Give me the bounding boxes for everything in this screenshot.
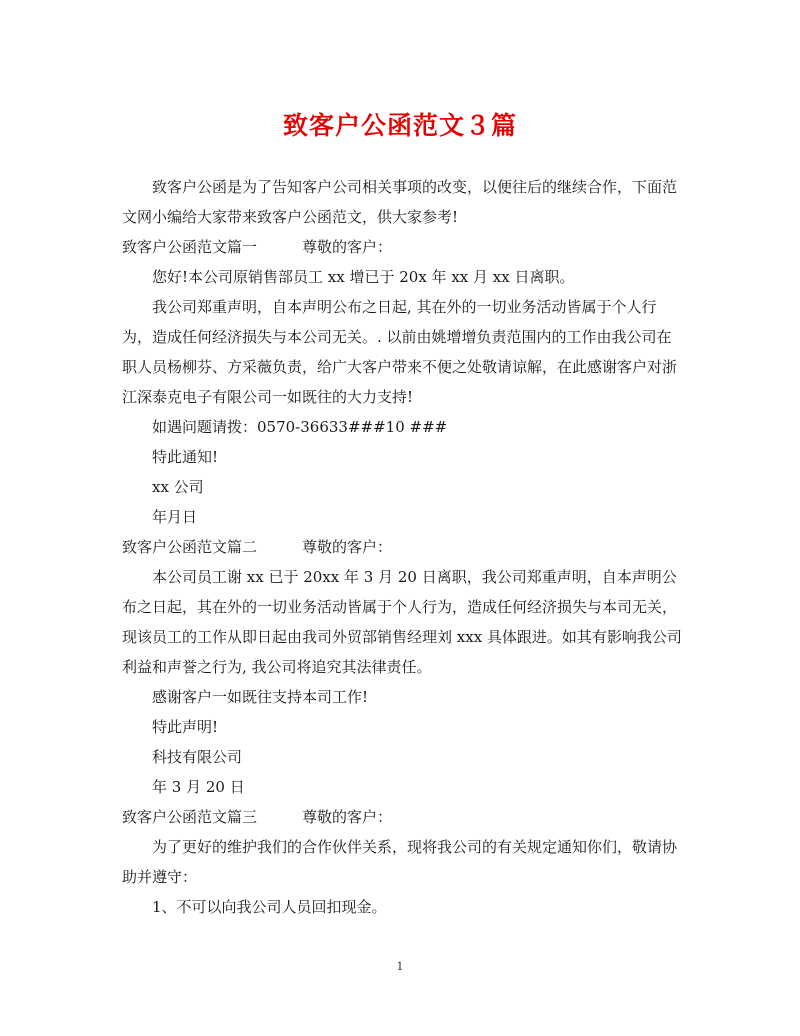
paragraph: 特此通知! (152, 448, 219, 466)
paragraph-date: 年 3 月 20 日 (152, 778, 245, 796)
paragraph: 为了更好的维护我们的合作伙伴关系，现将我公司的有关规定通知你们，敬请协助并遵守： (122, 838, 678, 886)
paragraph-list-item: 1、不可以向我公司人员回扣现金。 (152, 898, 387, 916)
paragraph: 感谢客户一如既往支持本司工作! (152, 688, 369, 706)
paragraph-signature: 科技有限公司 (152, 748, 243, 766)
paragraph: 您好!本公司原销售部员工 xx 增已于 20x 年 xx 月 xx 日离职。 (152, 268, 575, 286)
page-number: 1 (396, 960, 404, 973)
paragraph-intro: 致客户公函是为了告知客户公司相关事项的改变，以便往后的继续合作，下面范文网小编给大家带来致客户公函范文，供大家参考! (122, 178, 678, 226)
paragraph-signature: xx 公司 (152, 478, 204, 496)
paragraph: 我公司郑重声明，自本声明公布之日起, 其在外的一切业务活动皆属于个人行为，造成任何经济损失与本公司无关。. 以前由姚增增负责范围内的工作由我公司在职人员杨柳芬、方采薇负责，给广大客户带来不便之处敬请谅解，在此感谢客户对浙江深泰克电子有限公司一如既往的大力支持! (122, 298, 678, 406)
paragraph: 本公司员工谢 xx 已于 20xx 年 3 月 20 日离职，我公司郑重声明，自本声明公布之日起，其在外的一切业务活动皆属于个人行为，造成任何经济损失与本司无关，现该员工的工作从即日起由我司外贸部销售经理刘 xxx 具体跟进。如其有影响我公司利益和声誉之行为, 我公司将追究其法律责任。 (122, 568, 682, 676)
paragraph-phone: 如遇问题请拨：0570-36633###10 ### (152, 418, 448, 436)
paragraph-date: 年月日 (152, 508, 198, 526)
document-body (122, 172, 682, 922)
section-heading-2: 致客户公函范文篇二 尊敬的客户： (122, 538, 393, 556)
section-heading-3: 致客户公函范文篇三 尊敬的客户： (122, 808, 393, 826)
section-heading-1: 致客户公函范文篇一 尊敬的客户： (122, 238, 393, 256)
document-title: 致客户公函范文３篇 (282, 111, 517, 140)
paragraph: 特此声明! (152, 718, 219, 736)
